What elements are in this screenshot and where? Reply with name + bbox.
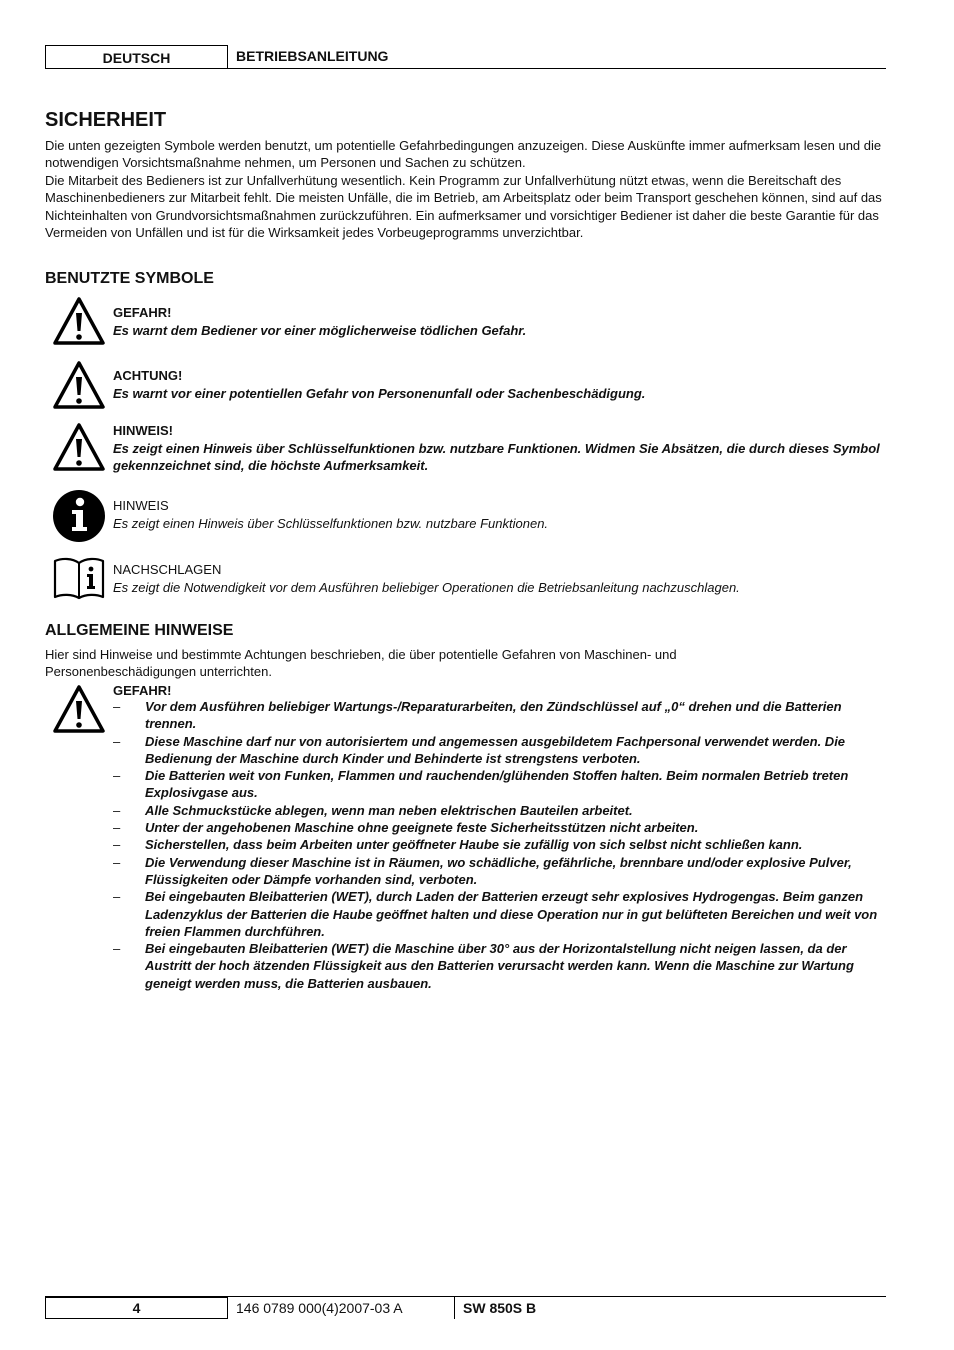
symbol-desc-nachschlagen: Es zeigt die Notwendigkeit vor dem Ausführen beliebiger Operationen die Betriebsanleitung nachzuschlagen. xyxy=(113,580,740,595)
symbol-desc-gefahr: Es warnt dem Bediener vor einer möglicherweise tödlichen Gefahr. xyxy=(113,323,527,338)
symbol-title-hinweis-info: HINWEIS xyxy=(113,498,169,513)
list-item-text: Die Verwendung dieser Maschine ist in Räumen, wo schädliche, gefährliche, brennbare und/oder explosive Pulver, Flüssigkeiten oder Dämpfe vorhanden sind, verboten. xyxy=(145,854,852,887)
warning-triangle-icon xyxy=(52,296,106,350)
warning-triangle-icon xyxy=(52,684,106,738)
list-item-text: Die Batterien weit von Funken, Flammen und rauchenden/glühenden Stoffen halten. Beim normalen Betrieb treten Explosivgase aus. xyxy=(145,768,849,801)
list-dash: – xyxy=(113,802,121,818)
header-language-box xyxy=(45,45,228,69)
list-item-text: Sicherstellen, dass beim Arbeiten unter geöffneter Haube sie zufällig von sich selbst nicht schließen kann. xyxy=(145,837,803,853)
list-item xyxy=(113,802,891,819)
list-dash: – xyxy=(113,941,121,957)
symbol-desc-achtung: Es warnt vor einer potentiellen Gefahr von Personenunfall oder Sachenbeschädigung. xyxy=(113,386,646,401)
symbols-heading: BENUTZTE SYMBOLE xyxy=(45,270,214,287)
footer-model: SW 850S B xyxy=(463,1300,537,1316)
list-item xyxy=(113,854,891,889)
list-item xyxy=(113,698,891,733)
footer-page-number: 4 xyxy=(132,1300,141,1316)
symbol-title-hinweis-warning: HINWEIS! xyxy=(113,423,173,438)
warning-triangle-icon xyxy=(52,422,106,476)
list-dash: – xyxy=(113,768,121,784)
list-item xyxy=(113,819,891,836)
list-item xyxy=(113,733,891,768)
list-dash: – xyxy=(113,820,121,836)
list-dash: – xyxy=(113,733,121,749)
footer-page-box xyxy=(45,1297,228,1319)
general-heading: ALLGEMEINE HINWEISE xyxy=(45,622,234,639)
list-item-text: Vor dem Ausführen beliebiger Wartungs-/Reparaturarbeiten, den Zündschlüssel auf „0“ drehen und die Batterien trennen. xyxy=(145,699,842,732)
list-dash: – xyxy=(113,837,121,853)
list-dash: – xyxy=(113,854,121,870)
list-item xyxy=(113,767,891,802)
symbol-desc-hinweis-info: Es zeigt einen Hinweis über Schlüsselfunktionen bzw. nutzbare Funktionen. xyxy=(113,516,549,531)
list-item xyxy=(113,836,891,853)
list-item-text: Unter der angehobenen Maschine ohne geeignete feste Sicherheitsstützen nicht arbeiten. xyxy=(145,820,699,836)
general-warning-list xyxy=(113,698,891,992)
symbol-title-nachschlagen: NACHSCHLAGEN xyxy=(113,562,222,577)
general-intro: Hier sind Hinweise und bestimmte Achtungen beschrieben, die über potentielle Gefahren von Maschinen- und Personenbeschädigungen unterrichten. xyxy=(45,647,677,680)
footer-divider xyxy=(454,1297,455,1319)
list-item xyxy=(113,888,891,940)
header-language: DEUTSCH xyxy=(102,50,171,66)
manual-book-icon xyxy=(52,555,106,601)
page-title: SICHERHEIT xyxy=(45,109,167,131)
symbol-desc-hinweis-warning: Es zeigt einen Hinweis über Schlüsselfunktionen bzw. nutzbare Funktionen. Widmen Sie Absätzen, die durch dieses Symbol gekennzeichnet sind, die höchste Aufmerksamkeit. xyxy=(113,441,880,474)
list-dash: – xyxy=(113,699,121,714)
header-doc-type: BETRIEBSANLEITUNG xyxy=(236,48,389,64)
list-item-text: Bei eingebauten Bleibatterien (WET) die Maschine über 30° aus der Horizontalstellung nicht neigen lassen, da der Austritt der hoch ätzenden Flüssigkeit aus den Batterien verursacht werden kann. Wenn die Maschine zur Wartung geneigt werden muss, die Batterien ausbauen. xyxy=(145,941,854,991)
warning-triangle-icon xyxy=(52,360,106,414)
list-item-text: Alle Schmuckstücke ablegen, wenn man neben elektrischen Bauteilen arbeitet. xyxy=(145,802,633,818)
list-dash: – xyxy=(113,889,121,905)
intro-paragraph-1: Die unten gezeigten Symbole werden benutzt, um potentielle Gefahrbedingungen anzuzeigen. Diese Auskünfte immer aufmerksam lesen und die notwendigen Vorsichtsmaßnahme nehmen, um Personen und Sachen zu schützen. xyxy=(45,138,882,171)
general-warning-title: GEFAHR! xyxy=(113,683,172,698)
list-item-text: Diese Maschine darf nur von autorisiertem und angemessen ausgebildetem Fachpersonal verwendet werden. Die Bedienung der Maschine durch Kinder und Behinderte ist strengstens verboten. xyxy=(145,733,846,766)
intro-paragraph-2: Die Mitarbeit des Bedieners ist zur Unfallverhütung wesentlich. Kein Programm zur Unfallverhütung nützt etwas, wenn die Bereitschaft des Maschinenbedieners zur Mitarbeit fehlt. Die meisten Unfälle, die im Betrieb, am Arbeitsplatz oder beim Transport geschehen können, sind auf das Nichteinhalten von Grundvorsichtsmaßnahmen zurückzuführen. Ein aufmerksamer und vorsichtiger Bediener ist daher die beste Garantie für das Vermeiden von Unfällen und ist für die Wirksamkeit jedes Vorbeugeprogramms unverzichtbar. xyxy=(45,173,882,240)
header-rule xyxy=(45,68,886,69)
symbol-title-gefahr: GEFAHR! xyxy=(113,305,172,320)
symbol-title-achtung: ACHTUNG! xyxy=(113,368,183,383)
list-item-text: Bei eingebauten Bleibatterien (WET), durch Laden der Batterien erzeugt sehr explosives Hydrogengas. Beim ganzen Ladenzyklus der Batterien die Haube geöffnet halten und diese Operation nur in gut belüfteten Bereichen und weit von freien Flammen durchführen. xyxy=(145,889,878,939)
list-item xyxy=(113,940,891,992)
info-circle-icon xyxy=(52,489,106,543)
footer-doc-number: 146 0789 000(4)2007-03 A xyxy=(236,1300,403,1316)
